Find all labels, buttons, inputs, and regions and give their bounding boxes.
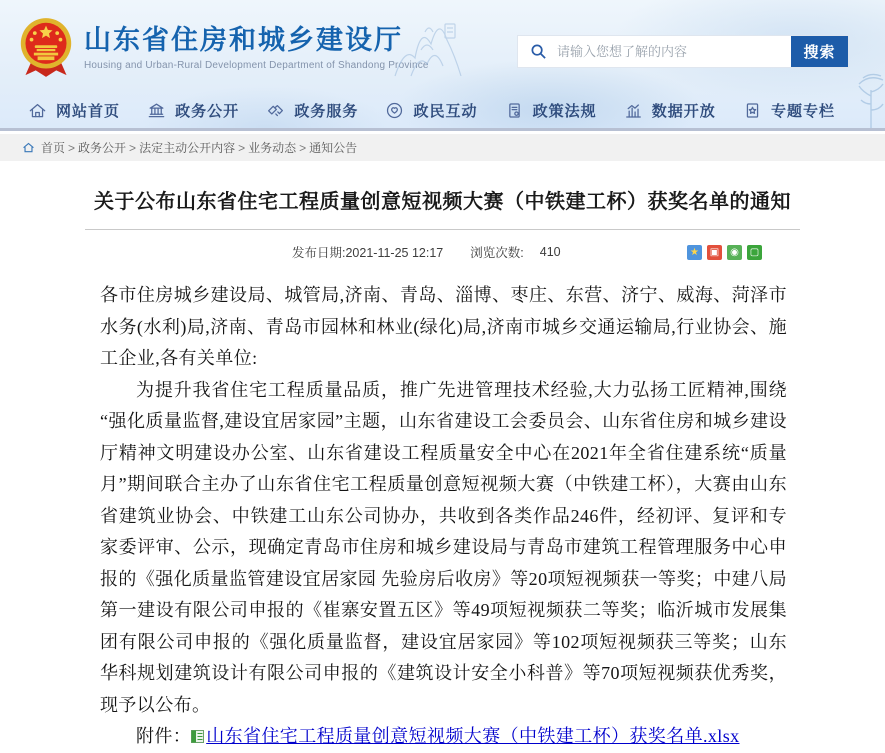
breadcrumb-separator: >	[299, 141, 307, 155]
nav-item-政策法规[interactable]	[505, 100, 597, 121]
qzone-share-icon[interactable]: ▢	[747, 245, 762, 260]
nav-item-label: 数据开放	[651, 103, 716, 120]
attachment-row	[100, 721, 787, 753]
nav-item-专题专栏[interactable]	[743, 100, 835, 121]
site-header	[0, 0, 885, 131]
site-logo[interactable]	[18, 17, 429, 79]
article-body	[100, 280, 787, 753]
breadcrumb-items	[41, 139, 357, 156]
article-title: 关于公布山东省住宅工程质量创意短视频大赛（中铁建工杯）获奖名单的通知	[94, 191, 791, 213]
nav-item-label: 政策法规	[532, 103, 597, 120]
breadcrumb-item-业务动态[interactable]: 业务动态	[248, 141, 297, 155]
search-icon	[530, 43, 547, 60]
site-subtitle: Housing and Urban-Rural Development Department of Shandong Province	[84, 60, 429, 71]
nav-item-label: 网站首页	[56, 103, 121, 120]
search-field	[518, 36, 791, 67]
nav-item-label: 专题专栏	[770, 103, 835, 120]
article-paragraph-1: 各市住房城乡建设局、城管局,济南、青岛、淄博、枣庄、东营、济宁、威海、菏泽市水务(水利)局,济南、青岛市园林和林业(绿化)局,济南市城乡交通运输局,行业协会、施工企业,各有关单位:	[100, 285, 787, 368]
nav-item-数据开放[interactable]	[624, 100, 716, 121]
breadcrumb	[0, 134, 885, 161]
brand-text	[84, 24, 429, 71]
views-label: 浏览次数:	[470, 246, 524, 260]
article-meta	[0, 243, 885, 261]
attachment-link[interactable]	[191, 726, 739, 746]
header-top	[0, 0, 885, 95]
breadcrumb-item-首页[interactable]: 首页	[41, 141, 66, 155]
nav-item-政务服务[interactable]	[266, 100, 358, 121]
nav-item-label: 政务服务	[294, 103, 359, 120]
title-divider	[85, 229, 800, 230]
search-input[interactable]	[557, 36, 791, 67]
gov-building-icon	[147, 101, 166, 120]
views-value: 410	[539, 245, 561, 259]
breadcrumb-separator: >	[68, 141, 76, 155]
nav-item-label: 政民互动	[413, 103, 478, 120]
breadcrumb-separator: >	[129, 141, 137, 155]
favorite-share-icon[interactable]: ★	[687, 245, 702, 260]
publish-date-value: 2021-11-25 12:17	[345, 246, 444, 260]
breadcrumb-item-政务公开[interactable]: 政务公开	[78, 141, 127, 155]
home-icon	[28, 101, 47, 120]
nav-item-政务公开[interactable]	[147, 100, 239, 121]
nav-item-网站首页[interactable]	[28, 100, 120, 121]
wechat-share-icon[interactable]: ◉	[727, 245, 742, 260]
publish-date-label: 发布日期:	[292, 246, 346, 260]
share-buttons	[687, 245, 762, 260]
national-emblem-icon	[18, 17, 74, 79]
search-button[interactable]: 搜索	[791, 36, 848, 67]
data-chart-icon	[624, 101, 643, 120]
publish-date	[292, 243, 443, 261]
nav-item-label: 政务公开	[175, 103, 240, 120]
attachment-label: 附件：	[136, 726, 192, 746]
search-bar	[518, 36, 848, 67]
nav-item-政民互动[interactable]	[385, 100, 477, 121]
star-doc-icon	[743, 101, 762, 120]
attachment-link-text: 山东省住宅工程质量创意短视频大赛（中铁建工杯）获奖名单.xlsx	[206, 726, 740, 746]
site-title: 山东省住房和城乡建设厅	[84, 25, 403, 55]
breadcrumb-item-通知公告[interactable]: 通知公告	[309, 141, 358, 155]
breadcrumb-item-法定主动公开内容[interactable]: 法定主动公开内容	[139, 141, 236, 155]
article-paragraph-2: 为提升我省住宅工程质量品质，推广先进管理技术经验,大力弘扬工匠精神,围绕“强化质量监督,建设宜居家园”主题，山东省建设工会委员会、山东省住房和城乡建设厅精神文明建设办公室、山东省建设工程质量安全中心在2021年全省住建系统“质量月”期间联合主办了山东省住宅工程质量创意短视频大赛（中铁建工杯），大赛由山东省建筑业协会、中铁建工山东公司协办，共收到各类作品246件，经初评、复评和专家委评审、公示，现确定青岛市住房和城乡建设局与青岛市建筑工程管理服务中心申报的《强化质量监管建设宜居家园 先验房后收房》等20项短视频获一等奖；中建八局第一建设有限公司申报的《崔寨安置五区》等49项短视频获二等奖；临沂城市发展集团有限公司申报的《强化质量监督，建设宜居家园》等102项短视频获三等奖；山东华科规划建筑设计有限公司申报的《建筑设计安全小科普》等70项短视频获优秀奖，现予以公布。	[100, 379, 787, 715]
heart-chat-icon	[385, 101, 404, 120]
home-icon	[22, 141, 35, 154]
main-nav	[0, 95, 885, 128]
handshake-icon	[266, 101, 285, 120]
breadcrumb-separator: >	[238, 141, 246, 155]
excel-file-icon	[191, 730, 204, 743]
policy-doc-icon	[505, 101, 524, 120]
weibo-share-icon[interactable]: ▣	[707, 245, 722, 260]
article	[0, 185, 885, 753]
